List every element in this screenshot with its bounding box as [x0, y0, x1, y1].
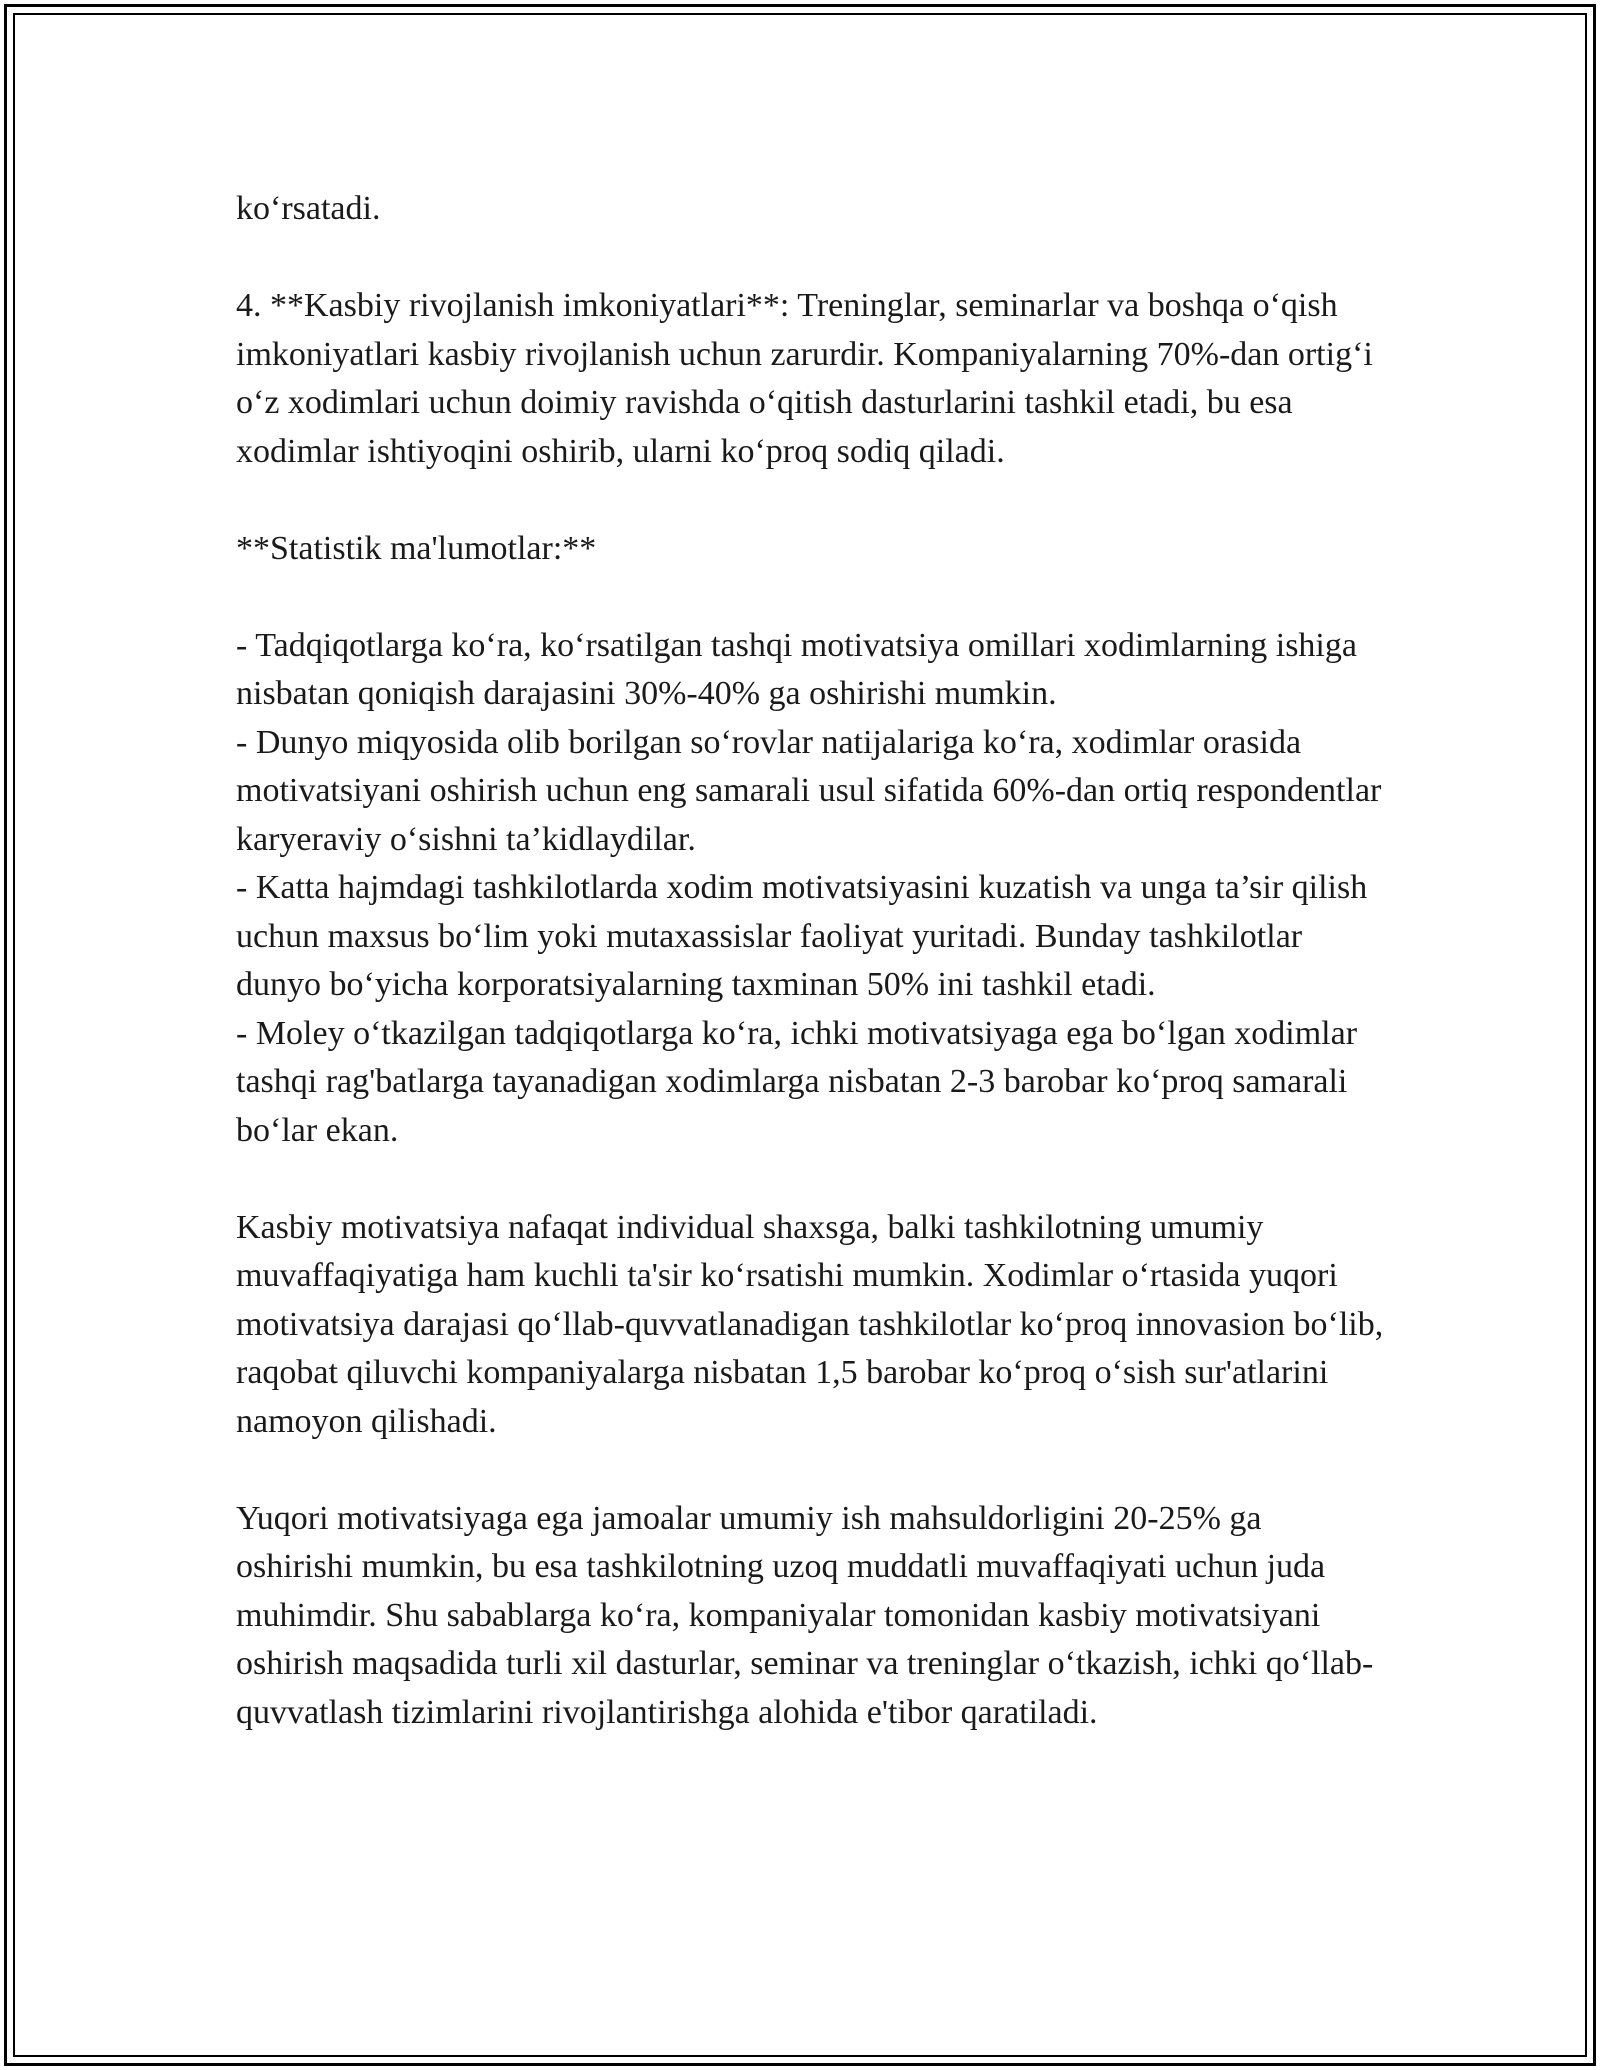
body-paragraph: Yuqori motivatsiyaga ega jamoalar umumiy ish mahsuldorligini 20-25% ga oshirishi mumkin, bu esa tashkilotning uzoq muddatli muvaffaqiyati uchun juda muhimdir. Shu sabablarga ko‘ra, kompaniyalar tomonidan kasbiy motivatsiyani oshirish maqsadida turli xil dasturlar, seminar va treninglar o‘tkazish, ichki qo‘llab-quvvatlash tizimlarini rivojlantirishga alohida e'tibor qaratiladi. [236, 1499, 1374, 1731]
stat-bullet: - Tadqiqotlarga ko‘ra, ko‘rsatilgan tashqi motivatsiya omillari xodimlarning ishiga nisbatan qoniqish darajasini 30%-40% ga oshirishi mumkin. [236, 626, 1366, 712]
paragraph-gap [236, 1155, 1386, 1204]
stat-bullet: - Moley o‘tkazilgan tadqiqotlarga ko‘ra, ichki motivatsiyaga ega bo‘lgan xodimlar tashqi rag'batlarga tayanadigan xodimlarga nisbatan 2-3 barobar ko‘proq samarali bo‘lar ekan. [236, 1014, 1366, 1149]
stat-bullet: - Katta hajmdagi tashkilotlarda xodim motivatsiyasini kuzatish va unga ta’sir qilish uchun maxsus bo‘lim yoki mutaxassislar faoliyat yuritadi. Bunday tashkilotlar dunyo bo‘yicha korporatsiyalarning taxminan 50% ini tashkil etadi. [236, 869, 1376, 1003]
continuation-text: ko‘rsatadi. [236, 190, 381, 227]
paragraph-gap [236, 234, 1386, 283]
paragraph-gap [236, 573, 1386, 622]
paragraph-gap [236, 1446, 1386, 1495]
document-body [236, 185, 1392, 1737]
body-paragraph: Kasbiy motivatsiya nafaqat individual shaxsga, balki tashkilotning umumiy muvaffaqiyatiga ham kuchli ta'sir ko‘rsatishi mumkin. Xodimlar o‘rtasida yuqori motivatsiya darajasi qo‘llab-quvvatlanadigan tashkilotlar ko‘proq innovasion bo‘lib, raqobat qiluvchi kompaniyalarga nisbatan 1,5 barobar ko‘proq o‘sish sur'atlarini namoyon qilishadi. [236, 1208, 1392, 1440]
paragraph-gap [236, 476, 1386, 525]
stats-heading: **Statistik ma'lumotlar:** [236, 529, 597, 567]
list-item-4: 4. **Kasbiy rivojlanish imkoniyatlari**: Treninglar, seminarlar va boshqa o‘qish imkoniyatlari kasbiy rivojlanish uchun zarurdir. Kompaniyalarning 70%-dan ortig‘i o‘z xodimlari uchun doimiy ravishda o‘qitish dasturlarini tashkil etadi, bu esa xodimlar ishtiyoqini oshirib, ularni ko‘proq sodiq qiladi. [236, 287, 1382, 470]
stat-bullet: - Dunyo miqyosida olib borilgan so‘rovlar natijalariga ko‘ra, xodimlar orasida motivatsiyani oshirish uchun eng samarali usul sifatida 60%-dan ortiq respondentlar karyeraviy o‘sishni ta’kidlaydilar. [236, 723, 1390, 858]
